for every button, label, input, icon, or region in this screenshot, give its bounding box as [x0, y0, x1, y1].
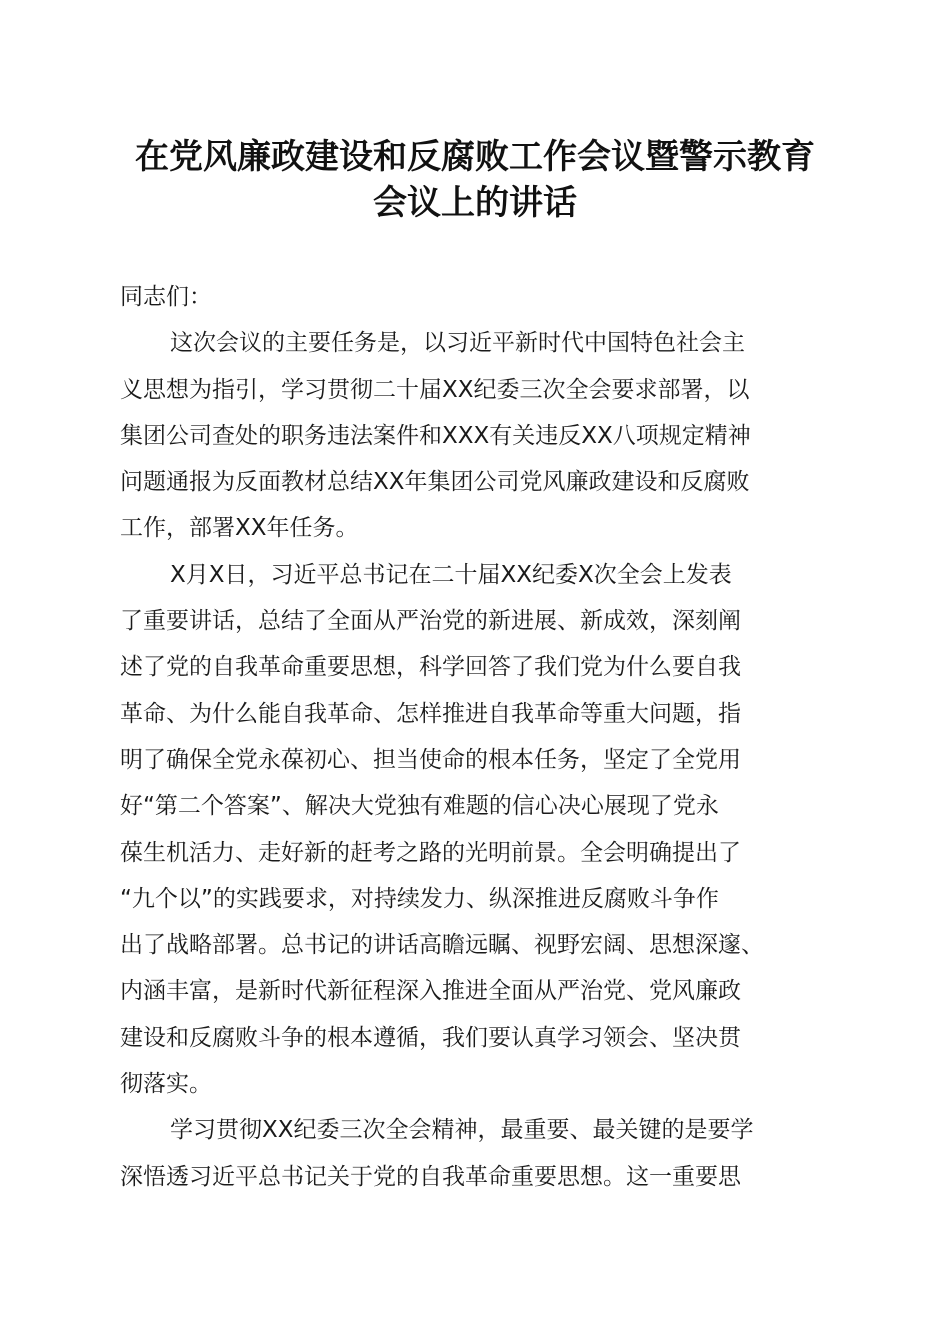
- paragraph-line: 这次会议的主要任务是，以习近平新时代中国特色社会主: [170, 330, 745, 357]
- paragraph-line: 出了战略部署。总书记的讲话高瞻远瞩、视野宏阔、思想深邃、: [120, 932, 764, 959]
- document-body: [120, 274, 830, 1200]
- paragraph-line: 深悟透习近平总书记关于党的自我革命重要思想。这一重要思: [120, 1163, 741, 1190]
- paragraph-line: 了重要讲话，总结了全面从严治党的新进展、新成效，深刻阐: [120, 608, 741, 635]
- title-line-1: 在党风廉政建设和反腐败工作会议暨警示教育: [135, 137, 815, 177]
- paragraph-line: 彻落实。: [120, 1071, 212, 1098]
- paragraph-line: 好“第二个答案”、解决大党独有难题的信心决心展现了党永: [120, 793, 719, 820]
- paragraph-line: X月X日，习近平总书记在二十届XX纪委X次全会上发表: [170, 561, 732, 588]
- title-line-2: 会议上的讲话: [373, 183, 577, 223]
- paragraph-line: 集团公司查处的职务违法案件和XXX有关违反XX八项规定精神: [120, 422, 751, 449]
- paragraph-line: 内涵丰富，是新时代新征程深入推进全面从严治党、党风廉政: [120, 978, 741, 1005]
- paragraph-line: 学习贯彻XX纪委三次全会精神，最重要、最关键的是要学: [170, 1117, 754, 1144]
- paragraph-3: [120, 1107, 830, 1200]
- paragraph-line: 建设和反腐败斗争的根本遵循，我们要认真学习领会、坚决贯: [120, 1024, 741, 1051]
- paragraph-line: 述了党的自我革命重要思想，科学回答了我们党为什么要自我: [120, 654, 741, 681]
- salutation: [120, 274, 830, 320]
- paragraph-line: 义思想为指引，学习贯彻二十届XX纪委三次全会要求部署，以: [120, 376, 750, 403]
- paragraph-line: 问题通报为反面教材总结XX年集团公司党风廉政建设和反腐败: [120, 469, 750, 496]
- paragraph-2: [120, 552, 830, 1108]
- paragraph-line: “九个以”的实践要求，对持续发力、纵深推进反腐败斗争作: [120, 885, 719, 912]
- document-title: [100, 134, 850, 226]
- paragraph-1: [120, 320, 830, 551]
- salutation-line: 同志们：: [120, 284, 212, 310]
- paragraph-line: 葆生机活力、走好新的赶考之路的光明前景。全会明确提出了: [120, 839, 741, 866]
- paragraph-line: 工作，部署XX年任务。: [120, 515, 359, 542]
- paragraph-line: 革命、为什么能自我革命、怎样推进自我革命等重大问题，指: [120, 700, 741, 727]
- paragraph-line: 明了确保全党永葆初心、担当使命的根本任务，坚定了全党用: [120, 746, 741, 773]
